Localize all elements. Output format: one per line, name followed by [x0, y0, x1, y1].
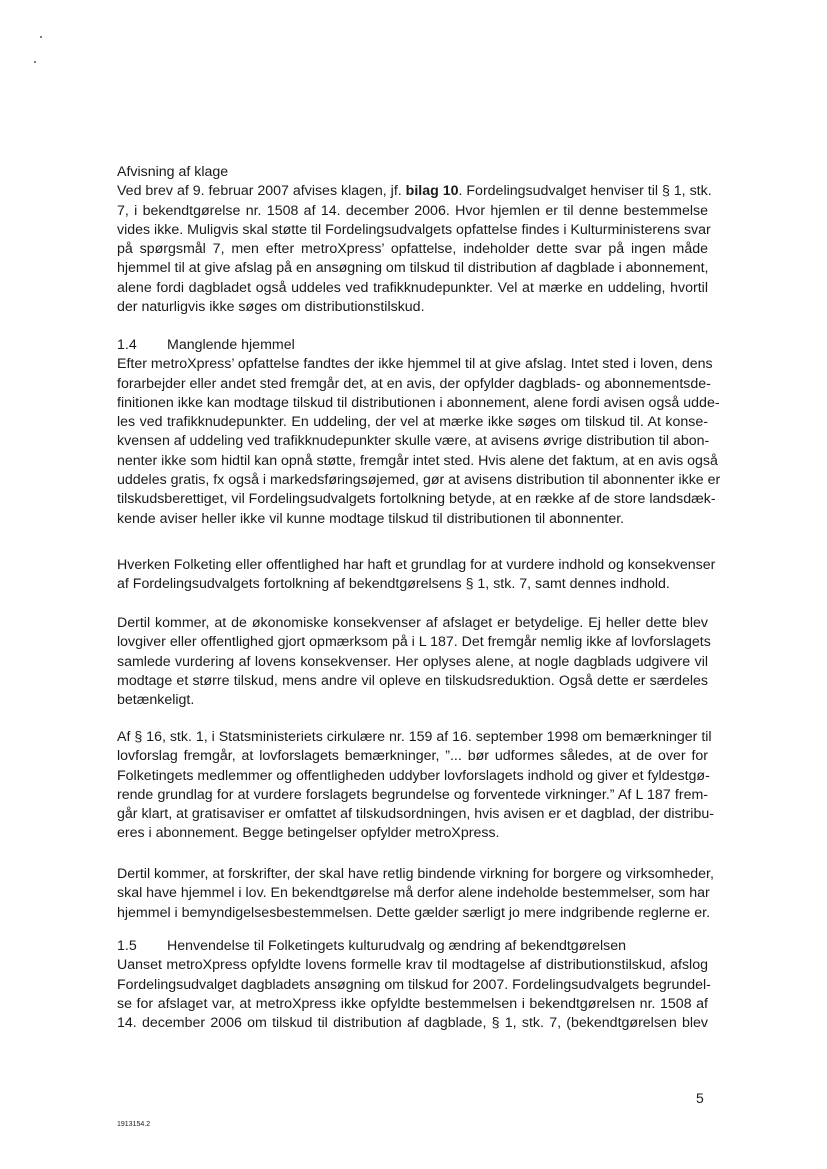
section-heading [117, 163, 708, 182]
text-line: se for afslaget var, at metroXpress ikke opfyldte bestemmelsen i bekendtgørelsen nr. 1508 af [117, 995, 708, 1012]
section [117, 336, 721, 529]
section-title: Manglende hjemmel [167, 337, 295, 353]
section-number: 1.5 [117, 938, 137, 954]
text-line: går klart, at gratisaviser er omfattet af tilskudsordningen, hvis avisen er et dagblad, der distribu- [117, 806, 714, 823]
text-line [117, 182, 712, 201]
text-line: af Fordelingsudvalgets fortolkning af bekendtgørelsens § 1, stk. 7, samt dennes indhold. [117, 576, 670, 593]
text-line: betænkeligt. [117, 692, 195, 709]
section-title: Afvisning af klage [117, 164, 229, 180]
text-line: modtage et større tilskud, mens andre vil opleve en tilskudsreduktion. Også dette er særdeles [117, 672, 708, 689]
text-line: hjemmel i bemyndigelsesbestemmelsen. Dette gælder særligt jo mere indgribende reglerne er. [117, 904, 711, 921]
text-line: Af § 16, stk. 1, i Statsministeriets cirkulære nr. 159 af 16. september 1998 om bemærkninger til [117, 729, 712, 745]
section-number: 1.4 [117, 337, 137, 353]
scan-speck [40, 36, 42, 38]
text-line: Fordelingsudvalget dagbladets ansøgning om tilskud for 2007. Fordelingsudvalgets begrundel- [117, 976, 711, 993]
paragraph [117, 865, 714, 923]
text-line: på spørgsmål 7, men efter metroXpress’ opfattelse, indeholder dette svar på ingen måde [117, 241, 708, 258]
text-line: der naturligvis ikke søges om distributionstilskud. [117, 299, 425, 316]
text-line: lovforslag fremgår, at lovforslagets bemærkninger, ”... bør udformes således, at de over for [117, 748, 708, 765]
text-line: 14. december 2006 om tilskud til distribution af dagblade, § 1, stk. 7, (bekendtgørelsen blev [117, 1015, 708, 1032]
paragraph [117, 556, 716, 595]
text-line: Dertil kommer, at de økonomiske konsekvenser af afslaget er betydelige. Ej heller dette blev [117, 615, 708, 631]
text-line: finitionen ikke kan modtage tilskud til distributionen i abonnement, alene fordi avisen også udde- [117, 394, 720, 411]
text-line: Hverken Folketing eller offentlighed har haft et grundlag for at vurdere indhold og konsekvenser [117, 557, 716, 573]
text-line: eres i abonnement. Begge betingelser opfylder metroXpress. [117, 825, 500, 842]
text-line: hjemmel til at give afslag på en ansøgning om tilskud til distribution af dagblade i abonnement, [117, 260, 709, 277]
text-segment: . Fordelingsudvalget henviser til § 1, stk. [458, 183, 712, 200]
paragraph [117, 728, 714, 844]
text-line: skal have hjemmel i lov. En bekendtgørelse må derfor alene indeholde bestemmelser, som har [117, 885, 710, 902]
text-line: vides ikke. Muligvis skal støtte til Fordelingsudvalgets opfattelse findes i Kulturministerens svar [117, 221, 711, 238]
bold-reference: bilag 10 [405, 183, 459, 200]
section-heading [117, 937, 708, 956]
text-line: Folketingets medlemmer og offentligheden uddyber lovforslagets indhold og giver et fyldestgø- [117, 767, 710, 784]
text-line: les ved trafikknudepunkter. En uddeling, der vel at mærke ikke søges om tilskud til. At konse- [117, 414, 708, 431]
text-line: rende grundlag for at vurdere forslagets begrundelse og forventede virkninger.” Af L 187 frem- [117, 786, 708, 803]
text-line: Dertil kommer, at forskrifter, der skal have retlig bindende virkning for borgere og virksomheder, [117, 866, 714, 882]
text-line: lovgiver eller offentlighed gjort opmærksom på i L 187. Det fremgår nemlig ikke af lovforslagets [117, 634, 711, 651]
text-segment: Ved brev af 9. februar 2007 afvises klagen, jf. [117, 183, 406, 200]
text-line: Efter metroXpress’ opfattelse fandtes der ikke hjemmel til at give afslag. Intet sted i loven, dens [117, 356, 713, 373]
text-line: uddeles gratis, fx også i markedsføringsøjemed, gør at avisens distribution til abonnenter ikke er [117, 472, 721, 489]
paragraph [117, 614, 711, 710]
text-line: kvensen af uddeling ved trafikknudepunkter skulle være, at avisens øvrige distribution til abon- [117, 433, 710, 450]
text-line: 7, i bekendtgørelse nr. 1508 af 14. december 2006. Hvor hjemlen er til denne bestemmelse [117, 202, 708, 219]
scan-speck [34, 61, 36, 63]
document-id: 1913154.2 [117, 1121, 151, 1128]
section [117, 937, 711, 1033]
text-line: forarbejder eller andet sted fremgår det, at en avis, der opfylder dagblads- og abonnementsde- [117, 375, 711, 392]
text-line: nenter ikke som hidtil kan opnå støtte, fremgår intet sted. Hvis alene det faktum, at en avis også [117, 452, 718, 469]
section-heading [117, 336, 708, 355]
section-title: Henvendelse til Folketingets kulturudvalg og ændring af bekendtgørelsen [167, 938, 627, 954]
text-line: samlede vurdering af lovens konsekvenser. Her oplyses alene, at nogle dagblads udgivere vil [117, 653, 708, 670]
section [117, 163, 712, 317]
page-number: 5 [696, 1090, 704, 1106]
text-line: tilskudsberettiget, vil Fordelingsudvalgets fortolkning betyde, at en række af de store landsdæk- [117, 491, 716, 508]
text-line: kende aviser heller ikke vil kunne modtage tilskud til distributionen til abonnenter. [117, 510, 625, 527]
text-line: alene fordi dagbladet også uddeles ved trafikknudepunkter. Vel at mærke en uddeling, hvortil [117, 279, 708, 296]
text-line: Uanset metroXpress opfyldte lovens formelle krav til modtagelse af distributionstilskud, afslog [117, 957, 708, 974]
